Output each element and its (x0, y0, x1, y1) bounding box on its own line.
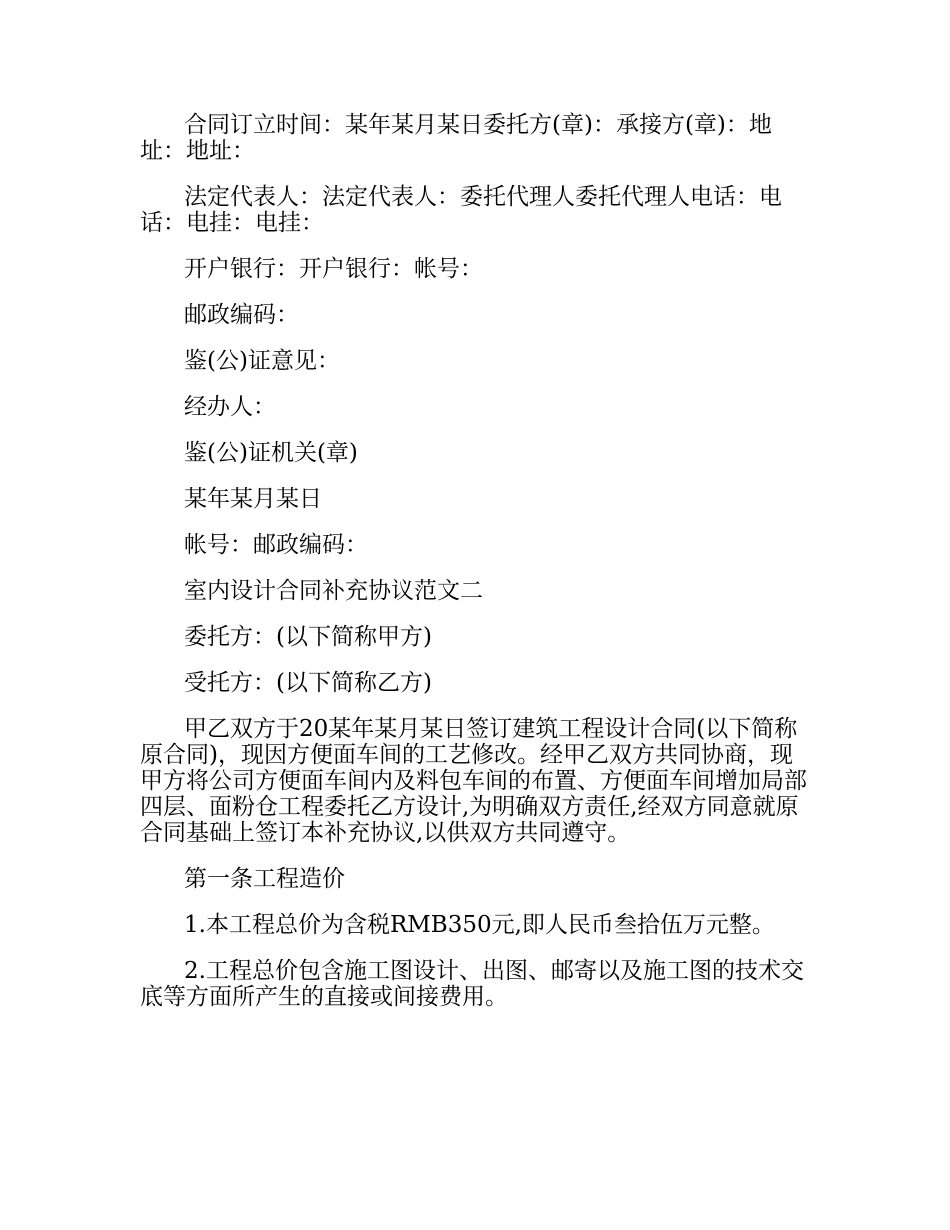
document-page (140, 112, 808, 1030)
paragraph-notary-office: 鉴(公)证机关(章) (184, 440, 358, 466)
paragraph-legal-representative: 法定代表人：法定代表人：委托代理人委托代理人电话：电话：电挂：电挂： (140, 184, 782, 236)
paragraph-contract-date: 合同订立时间：某年某月某日委托方(章)：承接方(章)：地址：地址： (140, 112, 772, 164)
paragraph-notary-opinion: 鉴(公)证意见： (184, 348, 340, 374)
clause-1: 1.本工程总价为含税RMB350元,即人民币叁拾伍万元整。 (184, 912, 775, 938)
paragraph-postal-code: 邮政编码： (184, 302, 299, 328)
paragraph-bank: 开户银行：开户银行：帐号： (184, 256, 483, 282)
article-heading: 第一条工程造价 (184, 866, 345, 892)
section-title: 室内设计合同补充协议范文二 (184, 578, 483, 604)
paragraph-account-postal: 帐号：邮政编码： (184, 532, 368, 558)
paragraph-party-a: 委托方：(以下简称甲方) (184, 624, 432, 650)
paragraph-agreement-body: 甲乙双方于20某年某月某日签订建筑工程设计合同(以下简称原合同)，现因方便面车间的工艺修改。经甲乙双方共同协商，现甲方将公司方便面车间内及料包车间的布置、方便面车间增加局部四层、面粉仓工程委托乙方设计,为明确双方责任,经双方同意就原合同基础上签订本补充协议,以供双方共同遵守。 (140, 716, 807, 846)
paragraph-party-b: 受托方：(以下简称乙方) (184, 670, 432, 696)
paragraph-date: 某年某月某日 (184, 486, 322, 512)
clause-2: 2.工程总价包含施工图设计、出图、邮寄以及施工图的技术交底等方面所产生的直接或间接费用。 (140, 958, 804, 1010)
paragraph-handler: 经办人： (184, 394, 276, 420)
